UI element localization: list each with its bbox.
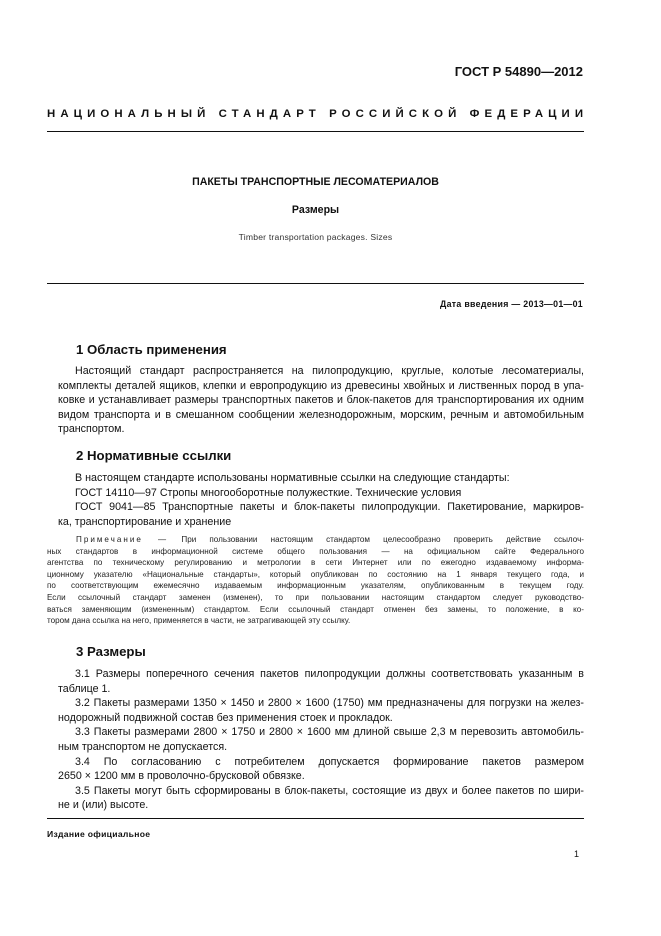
official-edition-label: Издание официальное (47, 829, 151, 839)
note-line: ных стандартов в информационной системе общего пользования — на официальном сайте Федерального (47, 546, 584, 556)
section-2-text (58, 471, 584, 529)
text-line: ным транспортом не допускается. (58, 740, 228, 753)
text-line: 2650 × 1200 мм в проволочно-брусковой обвязке. (58, 770, 305, 783)
reference-gost-9041: ГОСТ 9041—85 Транспортные пакеты и блок-пакеты пилопродукции. Пакетирование, маркиров- (75, 501, 584, 514)
page-number: 1 (573, 849, 579, 859)
document-subtitle: Размеры (291, 204, 340, 216)
text-line: ковке и устанавливает размеры транспортных пакетов и блок-пакетов для транспортирования их одним (58, 394, 584, 407)
introduction-date: Дата введения — 2013—01—01 (440, 299, 583, 309)
text-line: ка, транспортирование и хранение (58, 515, 232, 528)
note-line: агентства по техническому регулированию и метрологии в сети Интернет или по ежегодно издаваемому информа- (47, 558, 584, 568)
note-line: ваться заменяющим (измененным) стандартом. Если ссылочный стандарт отменен без замены, то положение, в ко- (47, 604, 584, 614)
text-line: Настоящий стандарт распространяется на пилопродукцию, круглые, колотые лесоматериалы, (75, 365, 584, 377)
text-line: транспортом. (58, 423, 125, 436)
english-title: Timber transportation packages. Sizes (238, 232, 393, 242)
clause-3-3: 3.3 Пакеты размерами 2800 × 1750 и 2800 × 1600 мм длиной свыше 2,3 м перевозить автомобиль- (75, 726, 584, 739)
section-1-heading: 1 Область применения (76, 342, 227, 357)
text-line: не и (или) высоте. (58, 799, 149, 812)
note-line: по соответствующим ежемесячно издаваемым информационным указателям, опубликованным в текущем году. (47, 581, 584, 591)
clause-3-1: 3.1 Размеры поперечного сечения пакетов пилопродукции должны соответствовать указанным в (75, 668, 584, 680)
section-2-heading: 2 Нормативные ссылки (76, 448, 232, 463)
section-3-text (58, 667, 584, 813)
standard-code: ГОСТ Р 54890—2012 (454, 64, 583, 79)
text-line: видом транспорта и в смешанном сообщении железнодорожным, морским, речным и автомобильным (58, 408, 584, 421)
reference-gost-14110: ГОСТ 14110—97 Стропы многооборотные полужесткие. Технические условия (75, 486, 462, 499)
text-line: комплекты деталей ящиков, клепки и европродукцию из древесины хвойных и лиственных пород в упа- (58, 379, 584, 392)
note-line: ционному указателю «Национальные стандарты», который опубликован по состоянию на 1 января текущего года, и (47, 569, 584, 579)
section-3-heading: 3 Размеры (76, 644, 146, 659)
text-line: В настоящем стандарте использованы нормативные ссылки на следующие стандарты: (75, 472, 510, 484)
section-2-note (47, 534, 584, 627)
note-label: Примечание — (76, 535, 169, 544)
footer-divider (47, 818, 584, 819)
document-title: ПАКЕТЫ ТРАНСПОРТНЫЕ ЛЕСОМАТЕРИАЛОВ (192, 176, 439, 188)
note-line: тором дана ссылка на него, применяется в части, не затрагивающей эту ссылку. (47, 616, 351, 626)
title-divider (47, 283, 584, 284)
clause-3-5: 3.5 Пакеты могут быть сформированы в блок-пакеты, состоящие из двух и более пакетов по шири- (75, 784, 584, 797)
note-line: Если ссылочный стандарт заменен (изменен), то при пользовании настоящим стандартом следует руководство- (47, 592, 584, 602)
national-standard-banner: НАЦИОНАЛЬНЫЙ СТАНДАРТ РОССИЙСКОЙ ФЕДЕРАЦИИ (47, 108, 589, 120)
clause-3-2: 3.2 Пакеты размерами 1350 × 1450 и 2800 × 1600 (1750) мм предназначены для погрузки на желез- (75, 697, 584, 710)
text-line: нодорожный подвижной состав без применения стоек и прокладок. (58, 711, 393, 724)
section-1-text (58, 364, 584, 437)
clause-3-4: 3.4 По согласованию с потребителем допускается формирование пакетов размером (75, 755, 584, 768)
note-line: Примечание — При пользовании настоящим стандартом целесообразно проверить действие ссылоч- (76, 535, 584, 544)
header-divider (47, 131, 584, 132)
text-line: таблице 1. (58, 682, 111, 695)
